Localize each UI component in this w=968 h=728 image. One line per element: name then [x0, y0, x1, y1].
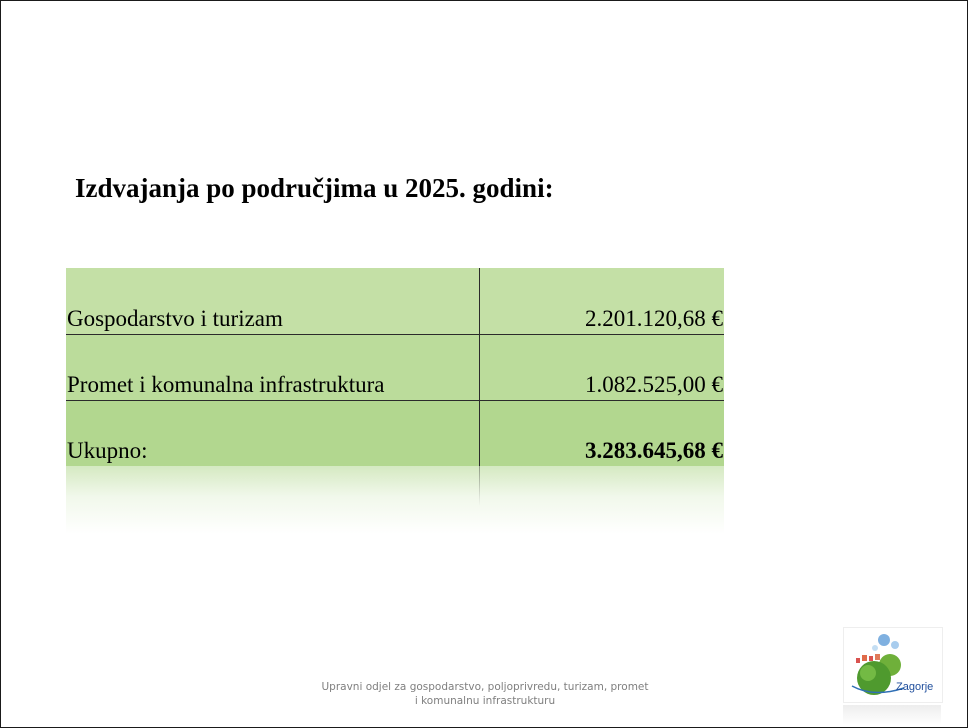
logo-reflection — [843, 705, 941, 725]
zagorje-logo — [843, 627, 943, 703]
row-value: 2.201.120,68 € — [479, 268, 724, 334]
total-label: Ukupno: — [66, 400, 479, 466]
row-label: Promet i komunalna infrastruktura — [66, 334, 479, 400]
table-row — [66, 334, 724, 400]
allocation-table — [66, 268, 724, 466]
footer-line-2: i komunalnu infrastrukturu — [414, 695, 556, 707]
zagorje-logo-icon — [844, 628, 942, 702]
table-row-total — [66, 400, 724, 466]
total-value: 3.283.645,68 € — [585, 438, 723, 463]
table-row — [66, 268, 724, 334]
slide-footer — [301, 680, 669, 708]
reflection-divider — [479, 466, 480, 506]
logo-text: Zagorje — [896, 681, 934, 693]
slide-title: Izdvajanja po područjima u 2025. godini: — [75, 173, 554, 203]
row-label: Gospodarstvo i turizam — [66, 268, 479, 334]
allocation-table-container — [66, 268, 724, 534]
row-value: 1.082.525,00 € — [479, 334, 724, 400]
footer-line-1: Upravni odjel za gospodarstvo, poljoprivredu, turizam, promet — [321, 681, 649, 693]
table-reflection — [66, 466, 724, 534]
